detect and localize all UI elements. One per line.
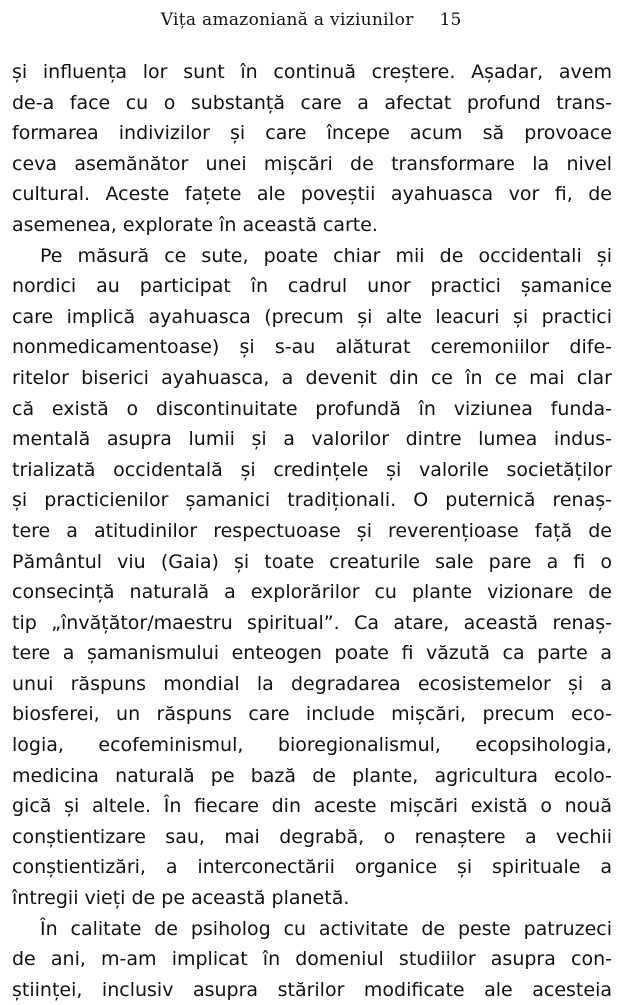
text-line: nordici au participat în cadrul unor practici șamanice — [12, 275, 612, 298]
text-line: care implică ayahuasca (precum și alte leacuri și practici — [12, 305, 612, 328]
text-line: și influența lor sunt în continuă creștere. Așadar, avem — [12, 61, 612, 83]
text-line: întregii vieți de pe această planetă. — [12, 887, 350, 910]
text-line: logia, ecofeminismul, bioregionalismul, ecopsihologia, — [12, 734, 612, 757]
text-line: mentală asupra lumii și a valorilor dintre lumea indus- — [12, 428, 612, 451]
text-line: Pământul viu (Gaia) și toate creaturile sale pare a fi o — [12, 550, 612, 573]
text-line: tip „învățător/maestru spiritual”. Ca atare, această renaș- — [12, 611, 612, 634]
text-line: tere a șamanismului enteogen poate fi văzută ca parte a — [12, 642, 612, 665]
body-text — [12, 57, 612, 1005]
text-line: ceva asemănător unei mișcări de transformare la nivel — [12, 152, 612, 175]
text-line: biosferei, un răspuns care include mișcări, precum eco- — [12, 703, 612, 726]
text-line: cultural. Aceste fațete ale poveștii ayahuasca vor fi, de — [12, 183, 612, 206]
text-line: gică și altele. În fiecare din aceste mișcări există o nouă — [12, 795, 612, 818]
text-line: de-a face cu o substanță care a afectat profund trans- — [12, 91, 612, 114]
text-line: nonmedicamentoase) și s-au alăturat ceremoniilor dife- — [12, 336, 612, 359]
text-line: consecință naturală a explorărilor cu plante vizionare de — [12, 581, 612, 604]
text-line: tere a atitudinilor respectuoase și reverențioase față de — [12, 519, 612, 542]
chapter-title: Vița amazoniană a viziunilor — [160, 10, 414, 30]
text-line: asemenea, explorate în această carte. — [12, 213, 378, 236]
text-line: conștientizare sau, mai degrabă, o renaștere a vechii — [12, 825, 612, 848]
text-line: medicina naturală pe bază de plante, agricultura ecolo- — [12, 764, 612, 787]
page-number: 15 — [439, 10, 462, 30]
text-line: Pe măsură ce sute, poate chiar mii de occidentali și — [40, 244, 612, 267]
text-line: că există o discontinuitate profundă în viziunea funda- — [12, 397, 612, 420]
text-line: În calitate de psiholog cu activitate de peste patruzeci — [40, 917, 612, 940]
text-line: și practicienilor șamanici tradiționali. O puternică renaș- — [12, 489, 612, 512]
text-line: formarea indivizilor și care începe acum să provoace — [12, 122, 612, 145]
text-line: de ani, m-am implicat în domeniul studiilor asupra con- — [12, 948, 612, 971]
text-line: trializată occidentală și credințele și valorile societăților — [12, 458, 612, 481]
text-line: conștientizări, a interconectării organice și spirituale a — [12, 856, 612, 879]
running-header — [0, 10, 622, 30]
text-line: științei, inclusiv asupra stărilor modificate ale acesteia — [12, 978, 612, 1001]
text-line: ritelor biserici ayahuasca, a devenit din ce în ce mai clar — [12, 366, 612, 389]
text-line: unui răspuns mondial la degradarea ecosistemelor și a — [12, 672, 612, 695]
